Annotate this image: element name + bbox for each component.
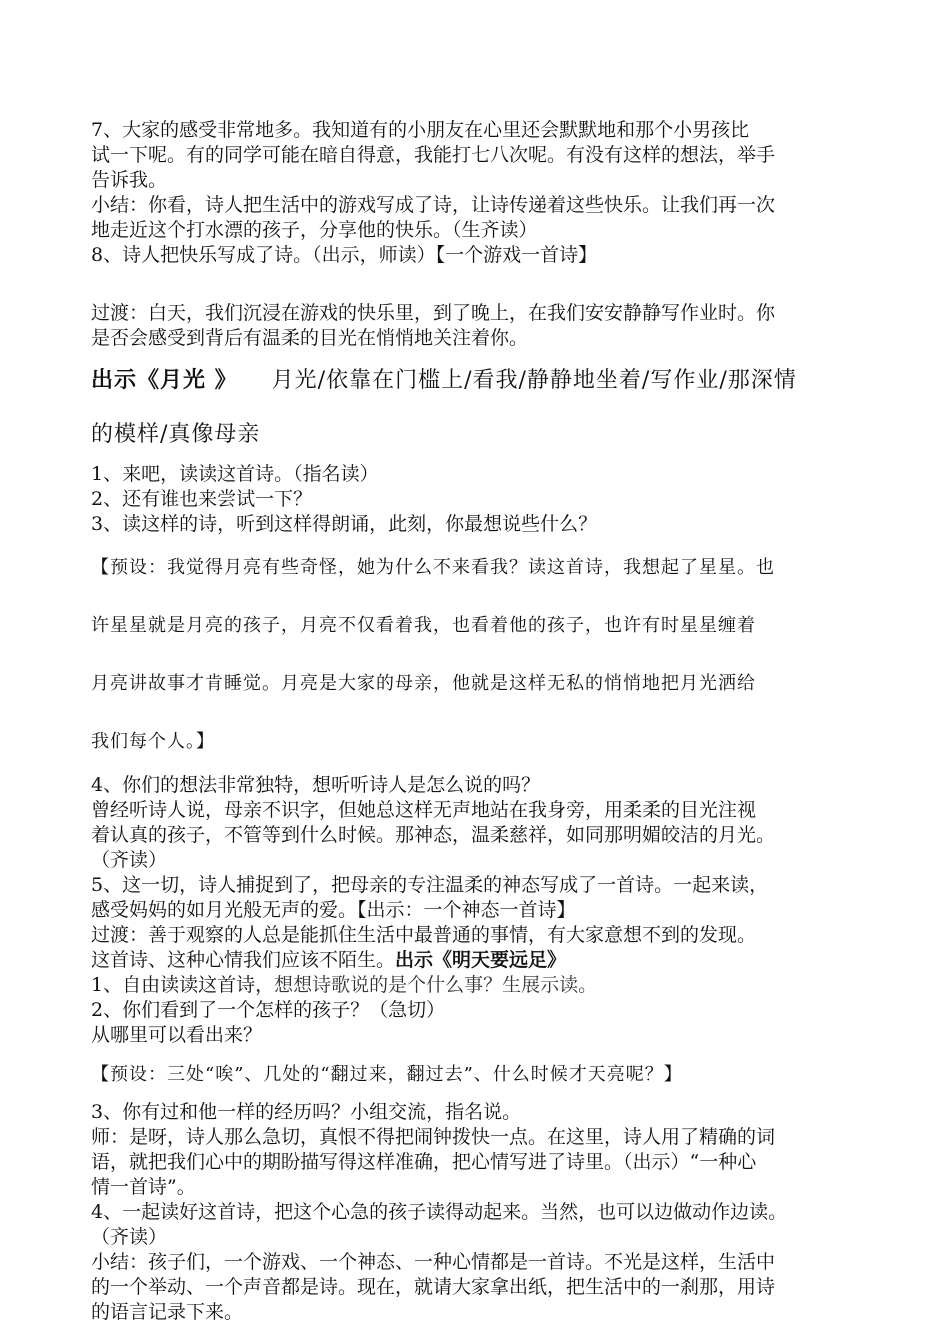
text-span: 1、自由读读这首诗，	[91, 974, 275, 996]
text-line: 情一首诗”。	[91, 1176, 196, 1198]
text-line: 小结：你看，诗人把生活中的游戏写成了诗，让诗传递着这些快乐。让我们再一次	[91, 194, 776, 216]
text-line: 小结：孩子们，一个游戏、一个神态、一种心情都是一首诗。不光是这样，生活中	[91, 1251, 776, 1273]
text-line: 着认真的孩子，不管等到什么时候。那神态，温柔慈祥，如同那明媚皎洁的月光。	[91, 824, 776, 846]
text-line: 师：是呀，诗人那么急切，真恨不得把闹钟拨快一点。在这里，诗人用了精确的词	[91, 1126, 776, 1148]
text-line: 语，就把我们心中的期盼描写得这样准确，把心情写进了诗里。（出示）“一种心	[91, 1151, 757, 1173]
text-line: 是否会感受到背后有温柔的目光在悄悄地关注着你。	[91, 327, 529, 349]
text-line	[91, 973, 862, 998]
text-line	[91, 948, 862, 973]
text-line: 曾经听诗人说，母亲不识字，但她总这样无声地站在我身旁，用柔柔的目光注视	[91, 799, 757, 821]
section-poet-mother	[91, 773, 862, 1048]
text-line: 过渡：善于观察的人总是能抓住生活中最普通的事情，有大家意想不到的发现。	[91, 924, 757, 946]
text-line: 3、你有过和他一样的经历吗？小组交流，指名说。	[91, 1101, 522, 1123]
text-line: 试一下呢。有的同学可能在暗自得意，我能打七八次呢。有没有这样的想法，举手	[91, 144, 776, 166]
text-line: 从哪里可以看出来？	[91, 1024, 263, 1046]
text-span: 这首诗、这种心情我们应该不陌生。	[91, 949, 396, 971]
text-line: 7、大家的感受非常地多。我知道有的小朋友在心里还会默默地和那个小男孩比	[91, 119, 750, 141]
section-game-summary	[91, 118, 862, 268]
text-line: 的语言记录下来。	[91, 1301, 244, 1323]
poem-line	[91, 353, 862, 408]
text-line: 地走近这个打水漂的孩子，分享他的快乐。（生齐读）	[91, 219, 538, 241]
text-span: 想想诗歌说的是个什么事？生展示读。	[274, 974, 598, 996]
blank-line	[91, 268, 862, 301]
note-line: 【预设：我觉得月亮有些奇怪，她为什么不来看我？读这首诗，我想起了星星。也	[91, 557, 775, 578]
note-line: 我们每个人。】	[91, 731, 215, 752]
text-line: 2、你们看到了一个怎样的孩子？（急切）	[91, 999, 446, 1021]
section-closing	[91, 1100, 862, 1325]
poem-title: 出示《月光 》	[91, 367, 238, 393]
text-line: 1、来吧，读读这首诗。（指名读）	[91, 463, 379, 485]
text-line: 4、一起读好这首诗，把这个心急的孩子读得动起来。当然，也可以边做动作边读。	[91, 1201, 788, 1223]
poem-line: 的模样/真像母亲	[91, 422, 261, 447]
text-line: 2、还有谁也来尝试一下？	[91, 488, 313, 510]
text-line: 3、读这样的诗，听到这样得朗诵，此刻，你最想说些什么？	[91, 513, 598, 535]
text-line: 的一个举动、一个声音都是诗。现在，就请大家拿出纸，把生活中的一刹那，用诗	[91, 1276, 776, 1298]
note-line: 月亮讲故事才肯睡觉。月亮是大家的母亲，他就是这样无私的悄悄地把月光洒给	[91, 673, 756, 694]
note-line: 许星星就是月亮的孩子，月亮不仅看着我，也看着他的孩子，也许有时星星缠着	[91, 615, 756, 636]
preset-answer-tomorrow: 【预设：三处“唉”、几处的“翻过来，翻过去”、什么时候才天亮呢？】	[91, 1064, 683, 1085]
poem-title-tomorrow: 出示《明天要远足》	[395, 949, 567, 971]
text-line: 感受妈妈的如月光般无声的爱。【出示：一个神态一首诗】	[91, 899, 576, 921]
text-line: （齐读）	[91, 849, 168, 871]
text-line: 5、这一切，诗人捕捉到了，把母亲的专注温柔的神态写成了一首诗。一起来读，	[91, 874, 769, 896]
text-line: 4、你们的想法非常独特，想听听诗人是怎么说的吗？	[91, 774, 541, 796]
text-line: 过渡：白天，我们沉浸在游戏的快乐里，到了晚上，在我们安安静静写作业时。你	[91, 302, 776, 324]
text-line: （齐读）	[91, 1226, 168, 1248]
text-line: 8、诗人把快乐写成了诗。（出示，师读）【一个游戏一首诗】	[91, 244, 598, 266]
poem-moonlight	[91, 353, 862, 462]
text-line: 告诉我。	[91, 169, 168, 191]
poem-text: 月光/依靠在门槛上/看我/静静地坐着/写作业/那深情	[271, 368, 797, 393]
section-moon-questions	[91, 462, 862, 537]
preset-answer-moon	[91, 541, 862, 769]
section-transition-moon	[91, 301, 862, 351]
